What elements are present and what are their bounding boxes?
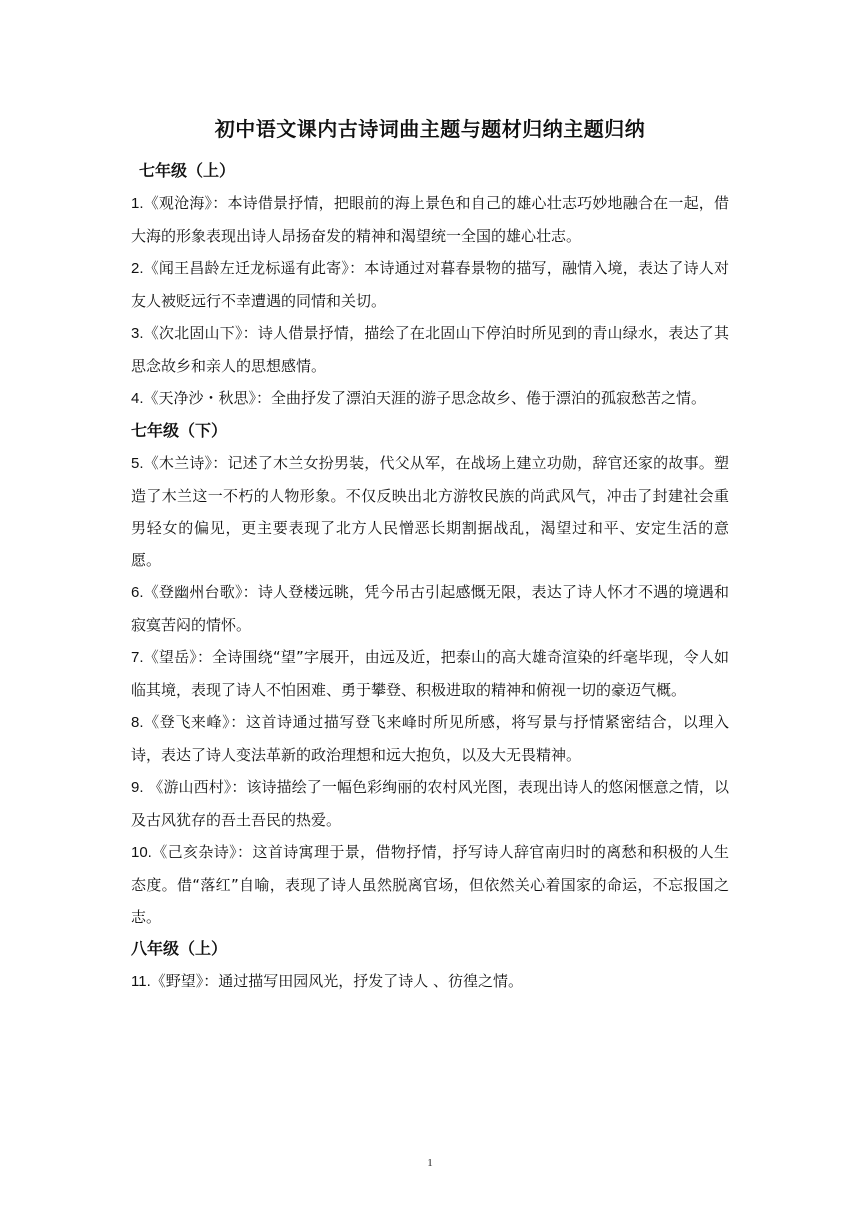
item-text: 《望岳》：全诗围绕“望”字展开，由远及近，把泰山的高大雄奇渲染的纤毫毕现，令人如临其境，表现了诗人不怕困难、勇于攀登、积极进取的精神和俯视一切的豪迈气概。 (131, 648, 729, 699)
section-heading: 八年级（上） (131, 939, 228, 958)
list-item (131, 317, 729, 382)
list-item (131, 706, 729, 771)
list-item (131, 382, 729, 415)
item-number: 1. (131, 195, 144, 212)
item-number: 2. (131, 260, 144, 277)
list-item (131, 641, 729, 706)
document-body (131, 115, 729, 998)
section-heading: 七年级（下） (131, 421, 228, 440)
list-item (131, 447, 729, 576)
item-text: 《登飞来峰》：这首诗通过描写登飞来峰时所见所感，将写景与抒情紧密结合，以理入诗，表达了诗人变法革新的政治理想和远大抱负，以及大无畏精神。 (131, 713, 729, 764)
item-number: 7. (131, 649, 144, 666)
list-item (131, 771, 729, 836)
list-item (131, 576, 729, 641)
item-text: 《木兰诗》：记述了木兰女扮男装，代父从军，在战场上建立功勋，辞官还家的故事。塑造了木兰这一不朽的人物形象。不仅反映出北方游牧民族的尚武风气，冲击了封建社会重男轻女的偏见，更主要表现了北方人民憎恶长期割据战乱，渴望过和平、安定生活的意愿。 (131, 454, 729, 569)
item-text: 《游山西村》：该诗描绘了一幅色彩绚丽的农村风光图，表现出诗人的悠闲惬意之情，以及古风犹存的吾土吾民的热爱。 (131, 778, 729, 829)
section-heading: 七年级（上） (139, 161, 236, 180)
item-number: 9. (131, 779, 144, 796)
section-grade7-second (131, 415, 729, 933)
list-item (131, 836, 729, 933)
item-number: 8. (131, 714, 144, 731)
item-number: 6. (131, 584, 144, 601)
section-grade7-first (131, 155, 729, 415)
item-text: 《野望》：通过描写田园风光，抒发了诗人 、彷徨之情。 (150, 972, 524, 990)
list-item (131, 187, 729, 252)
item-number: 5. (131, 455, 144, 472)
item-number: 11. (131, 973, 151, 990)
item-text: 《闻王昌龄左迁龙标遥有此寄》：本诗通过对暮春景物的描写，融情入境，表达了诗人对友人被贬远行不幸遭遇的同情和关切。 (131, 259, 729, 310)
item-text: 《己亥杂诗》：这首诗寓理于景，借物抒情，抒写诗人辞官南归时的离愁和积极的人生态度。借“落红”自喻，表现了诗人虽然脱离官场，但依然关心着国家的命运，不忘报国之志。 (131, 843, 729, 926)
item-text: 《登幽州台歌》：诗人登楼远眺，凭今吊古引起感慨无限，表达了诗人怀才不遇的境遇和寂寞苦闷的情怀。 (131, 583, 729, 634)
item-number: 3. (131, 325, 144, 342)
item-number: 10. (131, 844, 152, 861)
list-item (131, 252, 729, 317)
item-text: 《观沧海》：本诗借景抒情，把眼前的海上景色和自己的雄心壮志巧妙地融合在一起，借大海的形象表现出诗人昂扬奋发的精神和渴望统一全国的雄心壮志。 (131, 194, 729, 245)
document-title: 初中语文课内古诗词曲主题与题材归纳主题归纳 (214, 117, 646, 141)
page-number: 1 (427, 1157, 433, 1169)
list-item (131, 965, 729, 998)
item-number: 4. (131, 390, 144, 407)
item-text: 《天净沙・秋思》：全曲抒发了漂泊天涯的游子思念故乡、倦于漂泊的孤寂愁苦之情。 (143, 389, 707, 407)
item-text: 《次北固山下》：诗人借景抒情，描绘了在北固山下停泊时所见到的青山绿水，表达了其思念故乡和亲人的思想感情。 (131, 324, 729, 375)
section-grade8-first (131, 933, 729, 998)
